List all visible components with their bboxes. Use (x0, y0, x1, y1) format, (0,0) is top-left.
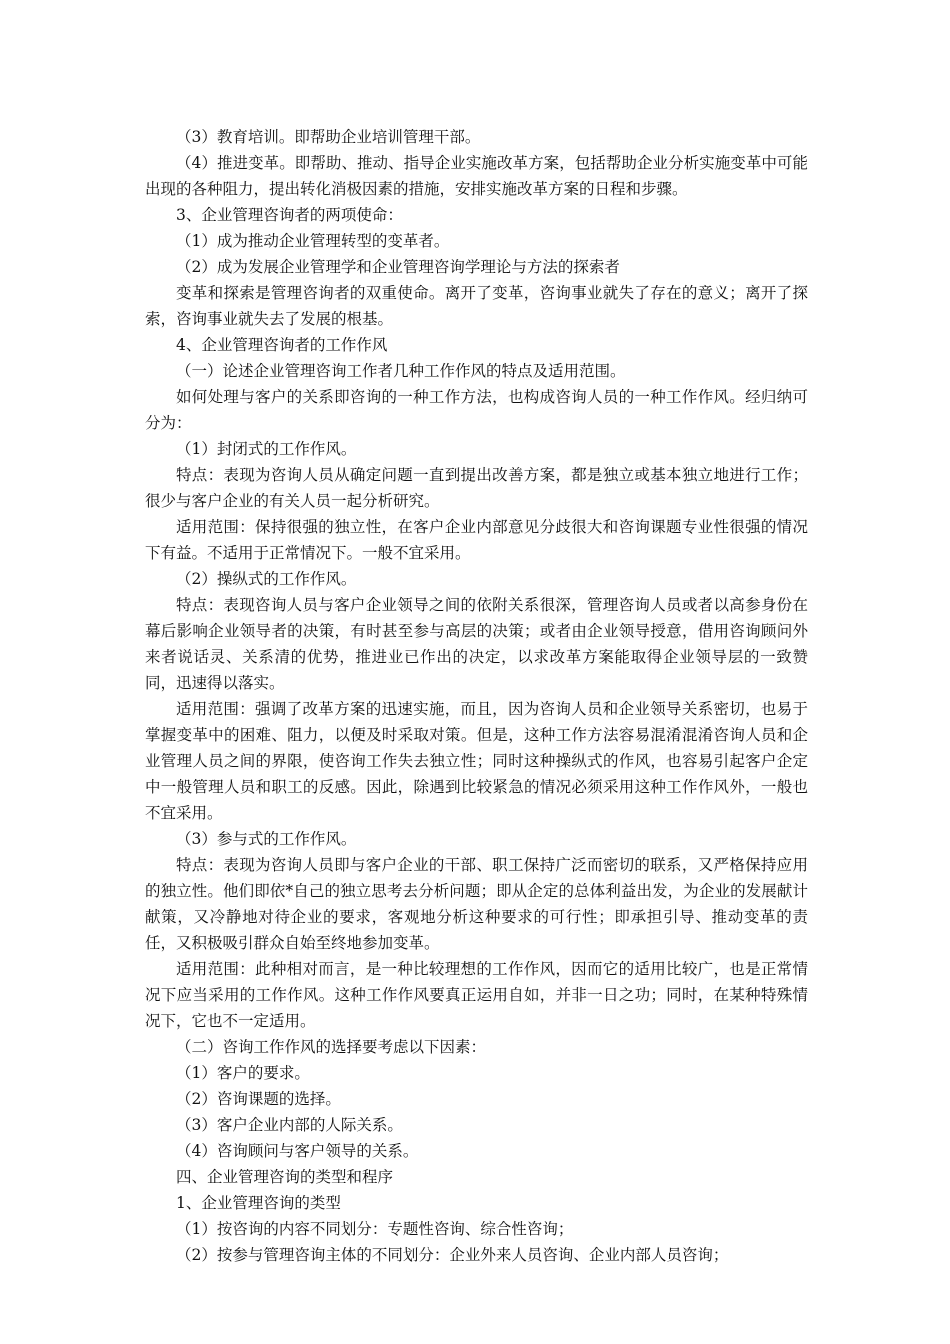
paragraph: （2）操纵式的工作作风。 (176, 570, 357, 588)
paragraph: （2）按参与管理咨询主体的不同划分：企业外来人员咨询、企业内部人员咨询； (176, 1246, 729, 1264)
paragraph: （3）客户企业内部的人际关系。 (176, 1116, 403, 1134)
paragraph: 适用范围：此种相对而言，是一种比较理想的工作作风，因而它的适用比较广，也是正常情况下应当采用的工作作风。这种工作作风要真正运用自如，并非一日之功；同时，在某种特殊情况下，它也不一定适用。 (145, 960, 808, 1030)
paragraph: （4）推进变革。即帮助、推动、指导企业实施改革方案，包括帮助企业分析实施变革中可能出现的各种阻力，提出转化消极因素的措施，安排实施改革方案的日程和步骤。 (145, 154, 808, 198)
paragraph: 特点：表现为咨询人员从确定问题一直到提出改善方案，都是独立或基本独立地进行工作；很少与客户企业的有关人员一起分析研究。 (145, 466, 808, 510)
paragraph: 特点：表现咨询人员与客户企业领导之间的依附关系很深，管理咨询人员或者以高参身份在幕后影响企业领导者的决策，有时甚至参与高层的决策；或者由企业领导授意，借用咨询顾问外来者说话灵、关系清的优势，推进业已作出的决定，以求改革方案能取得企业领导层的一致赞同，迅速得以落实。 (145, 596, 808, 692)
section-heading: 1、企业管理咨询的类型 (176, 1194, 341, 1212)
paragraph: （1）成为推动企业管理转型的变革者。 (176, 232, 450, 250)
paragraph: （1）封闭式的工作作风。 (176, 440, 357, 458)
document-body (145, 124, 808, 1268)
paragraph: 3、企业管理咨询者的两项使命： (176, 206, 403, 224)
paragraph: 如何处理与客户的关系即咨询的一种工作方法，也构成咨询人员的一种工作作风。经归纳可分为： (145, 388, 808, 432)
paragraph: （3）教育培训。即帮助企业培训管理干部。 (176, 128, 481, 146)
paragraph: （3）参与式的工作作风。 (176, 830, 357, 848)
paragraph: （1）按咨询的内容不同划分：专题性咨询、综合性咨询； (176, 1220, 574, 1238)
paragraph: 变革和探索是管理咨询者的双重使命。离开了变革，咨询事业就失了存在的意义；离开了探索，咨询事业就失去了发展的根基。 (145, 284, 808, 328)
section-heading: 4、企业管理咨询者的工作作风 (176, 336, 388, 354)
paragraph: 适用范围：保持很强的独立性，在客户企业内部意见分歧很大和咨询课题专业性很强的情况下有益。不适用于正常情况下。一般不宜采用。 (145, 518, 808, 562)
paragraph: （2）成为发展企业管理学和企业管理咨询学理论与方法的探索者 (176, 258, 620, 276)
paragraph: 适用范围：强调了改革方案的迅速实施，而且，因为咨询人员和企业领导关系密切，也易于掌握变革中的困难、阻力，以便及时采取对策。但是，这种工作方法容易混淆混淆咨询人员和企业管理人员之间的界限，使咨询工作失去独立性；同时这种操纵式的作风，也容易引起客户企定中一般管理人员和职工的反感。因此，除遇到比较紧急的情况必须采用这种工作作风外，一般也不宜采用。 (145, 700, 808, 822)
paragraph: （4）咨询顾问与客户领导的关系。 (176, 1142, 419, 1160)
paragraph: （一）论述企业管理咨询工作者几种工作作风的特点及适用范围。 (176, 362, 626, 380)
paragraph: 特点：表现为咨询人员即与客户企业的干部、职工保持广泛而密切的联系，又严格保持应用的独立性。他们即依*自己的独立思考去分析问题；即从企定的总体利益出发，为企业的发展献计献策，又冷静地对待企业的要求，客观地分析这种要求的可行性；即承担引导、推动变革的责任，又积极吸引群众自始至终地参加变革。 (145, 856, 808, 952)
paragraph: （1）客户的要求。 (176, 1064, 310, 1082)
paragraph: （二）咨询工作作风的选择要考虑以下因素： (176, 1038, 487, 1056)
paragraph: （2）咨询课题的选择。 (176, 1090, 341, 1108)
section-heading: 四、企业管理咨询的类型和程序 (176, 1168, 394, 1186)
